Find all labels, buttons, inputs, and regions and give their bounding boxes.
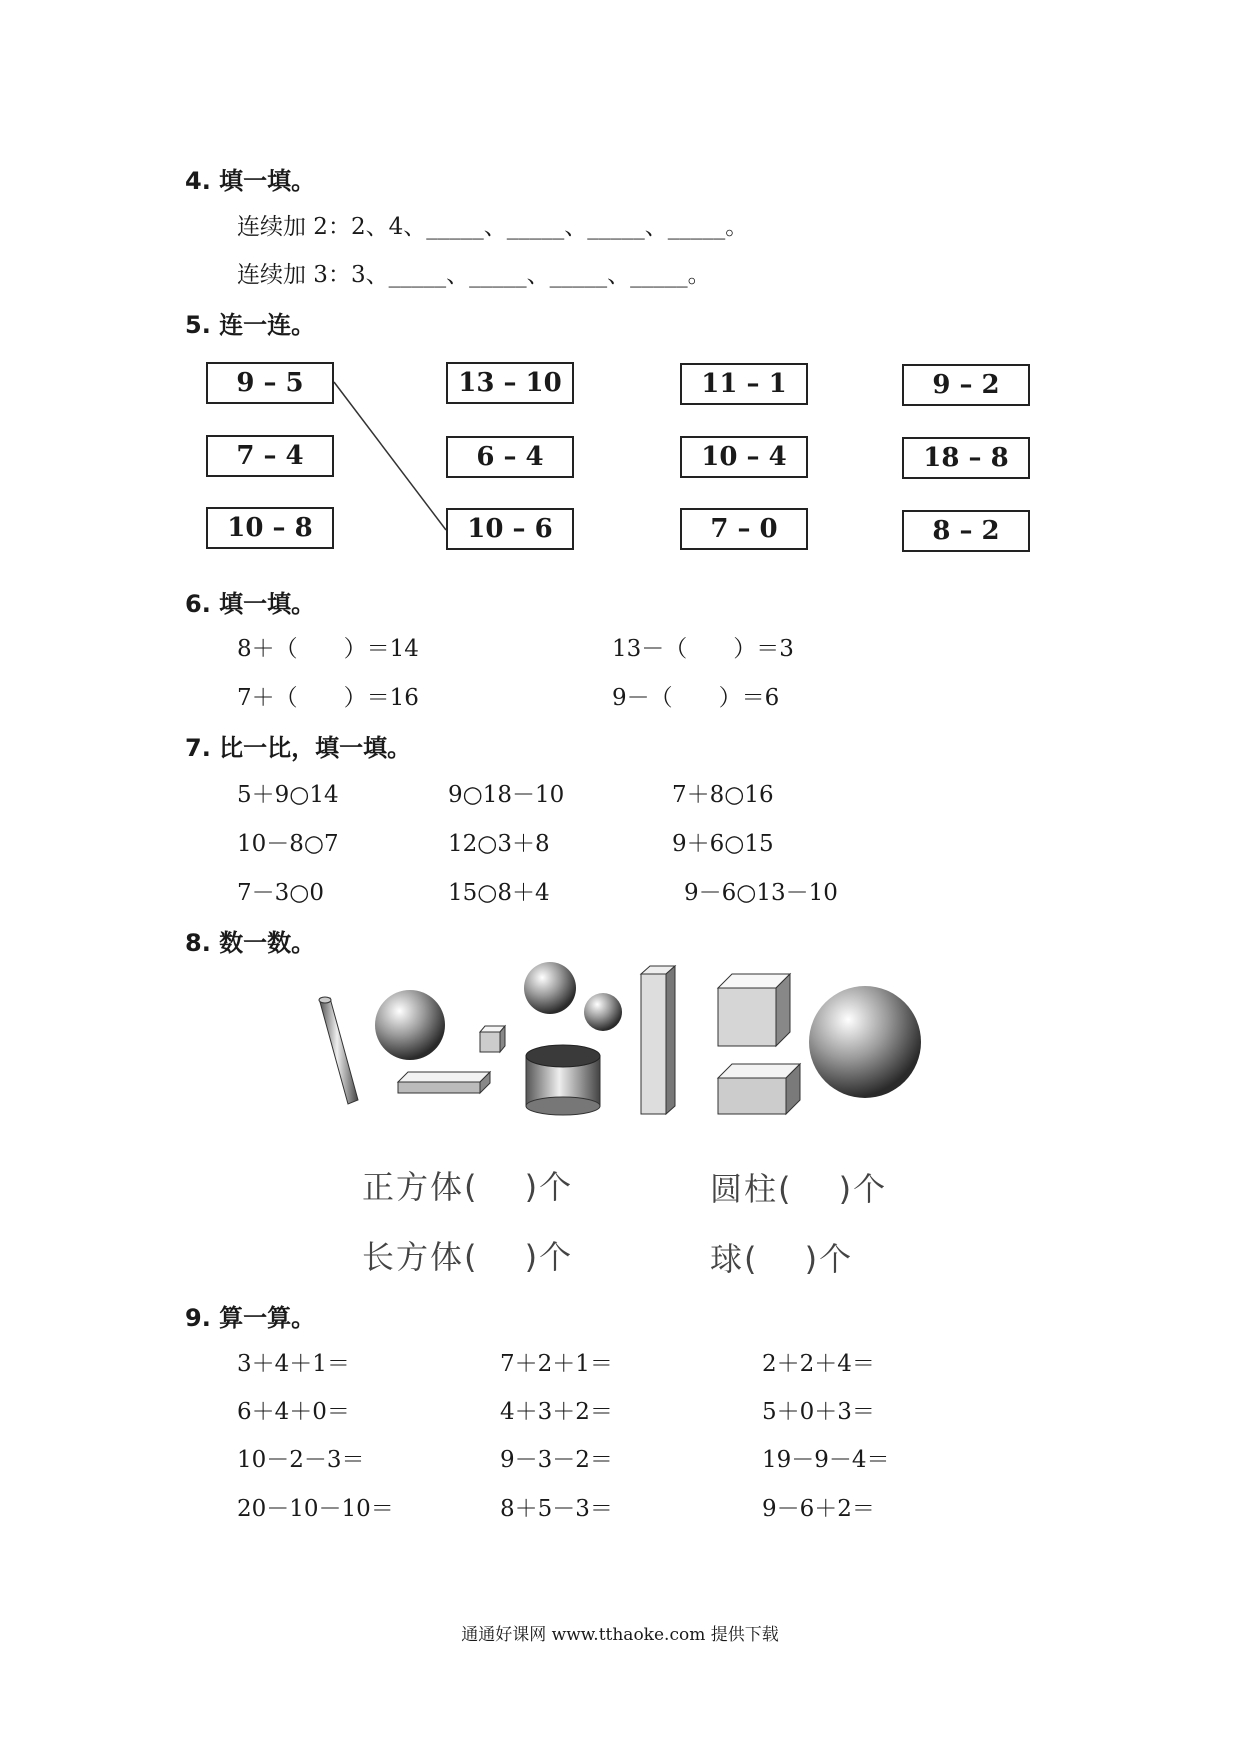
q7-item-1: 5＋9○14 [237,782,339,808]
q6-item-1: 8＋（ ）＝14 [237,636,419,662]
q9-title: 9. 算一算。 [185,1304,316,1332]
flat-cuboid-shape [398,1072,490,1093]
small-cube-shape [480,1026,505,1052]
q7-item-6: 9＋6○15 [672,831,774,857]
q9-item-11: 8＋5－3＝ [500,1496,613,1522]
sphere-shape-1 [375,990,445,1060]
sphere-shape-2 [524,962,576,1014]
cuboid-shape [718,1064,800,1114]
q5-box-8: 18 – 8 [902,437,1030,479]
tall-cuboid-shape [641,966,675,1114]
q5-box-2: 13 – 10 [446,362,574,404]
rod-cylinder-shape [319,997,358,1104]
cube-shape [718,974,790,1046]
q5-box-12: 8 – 2 [902,510,1030,552]
q8-label-cuboid: 长方体( )个 [362,1238,574,1276]
q7-item-4: 10－8○7 [237,831,339,857]
q6-item-2: 13－（ ）＝3 [612,636,794,662]
q9-item-10: 20－10－10＝ [237,1496,394,1522]
q9-item-3: 2＋2＋4＝ [762,1351,875,1377]
short-cylinder-shape [526,1045,600,1115]
q9-item-8: 9－3－2＝ [500,1447,613,1473]
q7-item-9: 9－6○13－10 [684,880,838,906]
q6-title: 6. 填一填。 [185,590,316,618]
q9-item-1: 3＋4＋1＝ [237,1351,350,1377]
q4-line-2: 连续加 3：3、_____、_____、_____、_____。 [237,262,711,288]
q9-item-4: 6＋4＋0＝ [237,1399,350,1425]
q8-shapes-illustration [300,960,940,1130]
q9-item-5: 4＋3＋2＝ [500,1399,613,1425]
q9-item-9: 19－9－4＝ [762,1447,890,1473]
q7-title: 7. 比一比，填一填。 [185,734,412,762]
q7-item-8: 15○8＋4 [448,880,550,906]
q9-item-12: 9－6＋2＝ [762,1496,875,1522]
q5-box-10: 10 – 6 [446,508,574,550]
q4-title: 4. 填一填。 [185,167,316,195]
page-footer: 通通好课网 www.tthaoke.com 提供下载 [461,1625,779,1645]
q8-title: 8. 数一数。 [185,929,316,957]
q5-title: 5. 连一连。 [185,311,316,339]
q8-label-cylinder: 圆柱( )个 [710,1170,888,1208]
q5-box-5: 7 – 4 [206,435,334,477]
q8-label-cube: 正方体( )个 [362,1168,574,1206]
sphere-shape-3 [584,993,622,1031]
q9-item-2: 7＋2＋1＝ [500,1351,613,1377]
q5-box-9: 10 – 8 [206,507,334,549]
q7-item-5: 12○3＋8 [448,831,550,857]
q5-box-6: 6 – 4 [446,436,574,478]
q5-box-4: 9 – 2 [902,364,1030,406]
q6-item-3: 7＋（ ）＝16 [237,685,419,711]
q5-box-11: 7 – 0 [680,508,808,550]
q6-item-4: 9－（ ）＝6 [612,685,780,711]
q4-line-1: 连续加 2：2、4、_____、_____、_____、_____。 [237,214,749,240]
q7-item-7: 7－3○0 [237,880,324,906]
q9-item-7: 10－2－3＝ [237,1447,365,1473]
q8-label-sphere: 球( )个 [710,1240,854,1278]
q5-box-7: 10 – 4 [680,436,808,478]
q9-item-6: 5＋0＋3＝ [762,1399,875,1425]
q5-box-1: 9 – 5 [206,362,334,404]
q5-box-3: 11 – 1 [680,363,808,405]
q7-item-2: 9○18－10 [448,782,565,808]
sphere-shape-4 [809,986,921,1098]
q7-item-3: 7＋8○16 [672,782,774,808]
